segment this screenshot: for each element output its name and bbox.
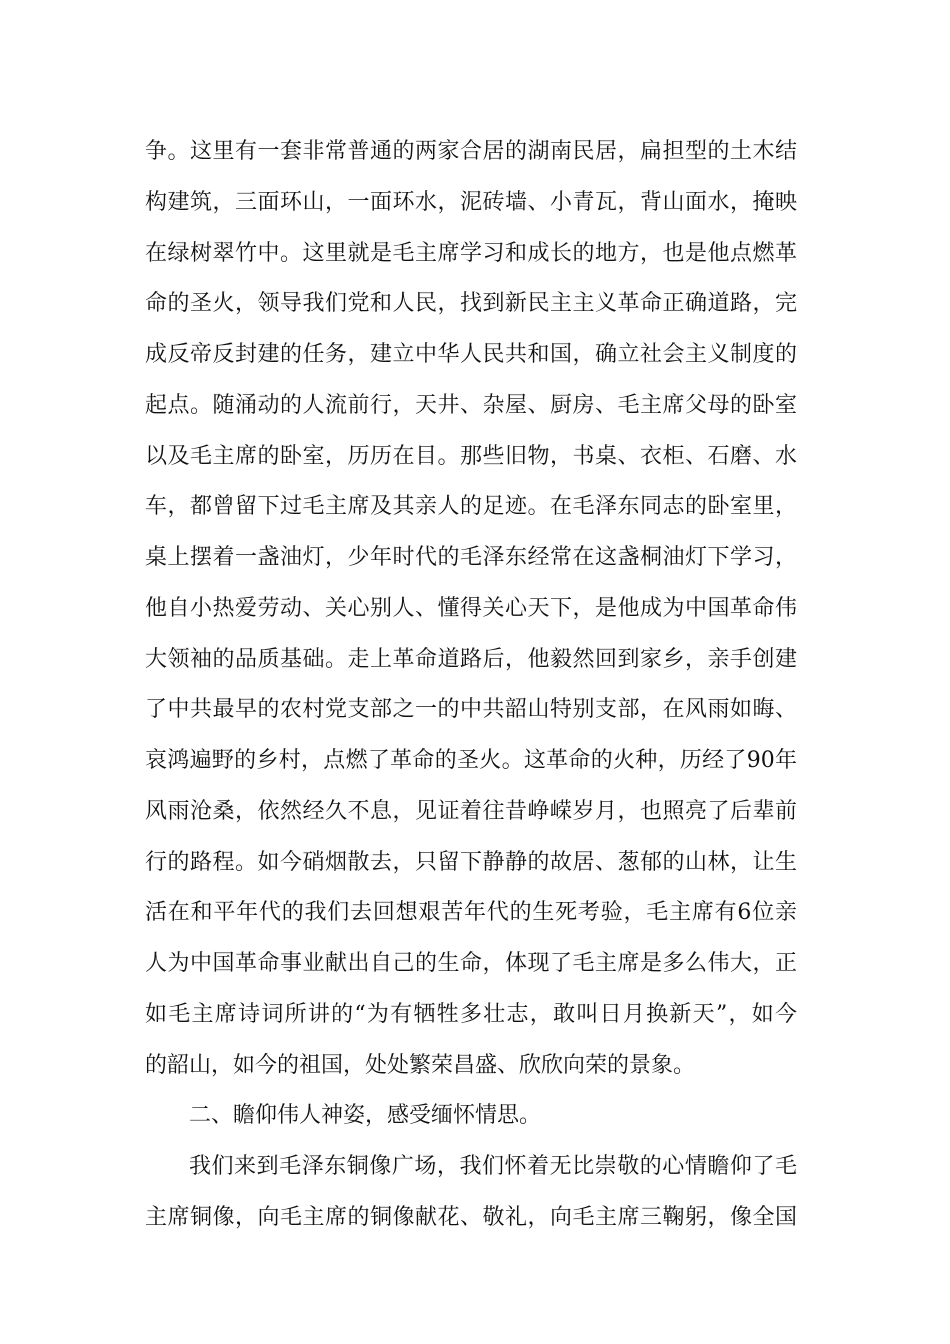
text-line: 命的圣火，领导我们党和人民，找到新民主主义革命正确道路，完 [145, 291, 797, 317]
text-line: 活在和平年代的我们去回想艰苦年代的生死考验，毛主席有6位亲 [145, 900, 797, 926]
text-line: 桌上摆着一盏油灯，少年时代的毛泽东经常在这盏桐油灯下学习， [145, 545, 797, 570]
text-line: 了中共最早的农村党支部之一的中共韶山特别支部，在风雨如晦、 [145, 697, 797, 723]
text-line: 车，都曾留下过毛主席及其亲人的足迹。在毛泽东同志的卧室里， [145, 494, 797, 520]
text-line: 以及毛主席的卧室，历历在目。那些旧物，书桌、衣柜、石磨、水 [145, 443, 797, 469]
text-line: 他自小热爱劳动、关心别人、懂得关心天下，是他成为中国革命伟 [145, 595, 797, 621]
text-line: 在绿树翠竹中。这里就是毛主席学习和成长的地方，也是他点燃革 [145, 240, 797, 266]
text-line: 争。这里有一套非常普通的两家合居的湖南民居，扁担型的土木结 [145, 139, 797, 164]
text-line: 哀鸿遍野的乡村，点燃了革命的圣火。这革命的火种，历经了90年 [145, 748, 797, 773]
text-line: 风雨沧桑，依然经久不息，见证着往昔峥嵘岁月，也照亮了后辈前 [145, 798, 797, 824]
body-text [145, 127, 797, 1244]
paragraph-end-line: 的韶山，如今的祖国，处处繁荣昌盛、欣欣向荣的景象。 [145, 1052, 696, 1078]
paragraph-first-line: 我们来到毛泽东铜像广场，我们怀着无比崇敬的心情瞻仰了毛 [189, 1154, 797, 1179]
text-line: 构建筑，三面环山，一面环水，泥砖墙、小青瓦，背山面水，掩映 [145, 189, 797, 215]
text-line: 成反帝反封建的任务，建立中华人民共和国，确立社会主义制度的 [145, 342, 797, 367]
section-heading: 二、瞻仰伟人神姿，感受缅怀情思。 [189, 1103, 542, 1129]
text-line: 人为中国革命事业献出自己的生命，体现了毛主席是多么伟大，正 [145, 951, 797, 976]
text-line: 行的路程。如今硝烟散去，只留下静静的故居、葱郁的山林，让生 [145, 849, 797, 875]
text-line: 大领袖的品质基础。走上革命道路后，他毅然回到家乡，亲手创建 [145, 646, 797, 672]
text-line: 起点。随涌动的人流前行，天井、杂屋、厨房、毛主席父母的卧室 [145, 392, 797, 418]
text-line: 主席铜像，向毛主席的铜像献花、敬礼，向毛主席三鞠躬，像全国 [145, 1204, 797, 1230]
text-line: 如毛主席诗词所讲的“为有牺牲多壮志，敢叫日月换新天”，如今 [145, 1001, 797, 1027]
